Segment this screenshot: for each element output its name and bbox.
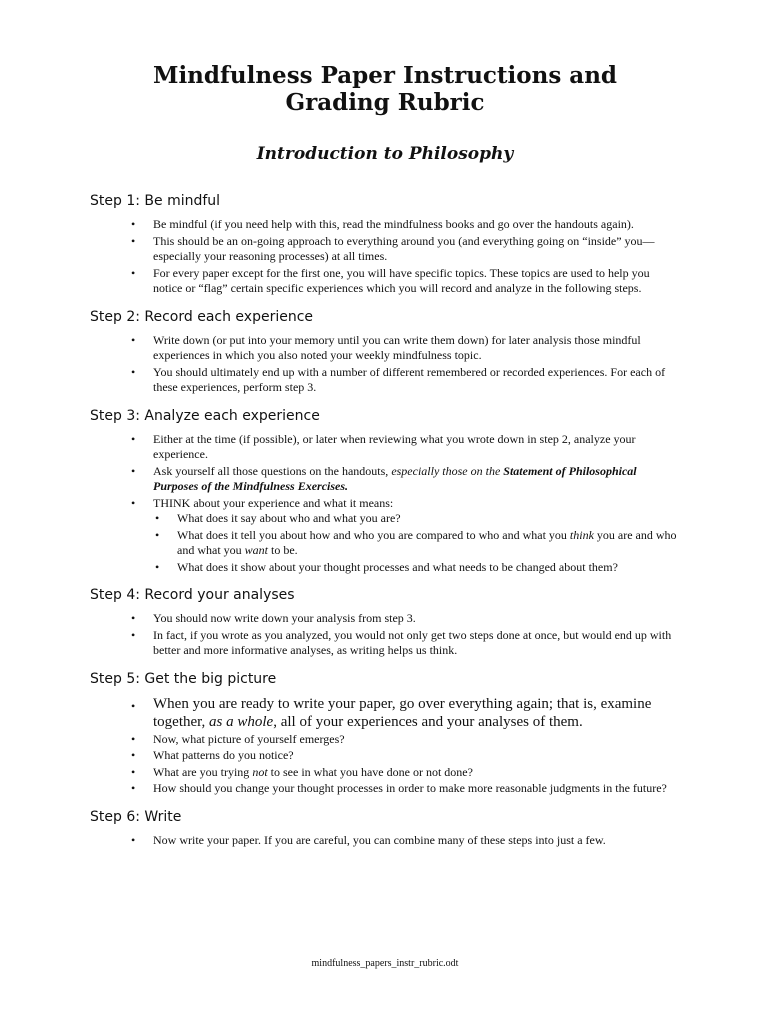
list-item: • You should ultimately end up with a number of different remembered or recorded experiences. For each of these experiences, perform step 3. — [90, 365, 680, 396]
text-run: to see in what you have done or not done? — [267, 764, 473, 779]
sub-list-item: • What does it say about who and what you are? — [153, 511, 680, 527]
list-item: • In fact, if you wrote as you analyzed, you would not only get two steps done at once, but would end up with better and more informative analyses, as writing helps us think. — [90, 628, 680, 659]
step-list — [90, 695, 680, 797]
step-list — [90, 611, 680, 659]
emphasis-text: think — [569, 527, 594, 542]
sub-list — [153, 511, 680, 575]
step-list — [90, 333, 680, 396]
bold-emphasis-text: Statement of Philosophical Purposes of the Mindfulness Exercises. — [153, 463, 637, 493]
step-heading: Step 2: Record each experience — [90, 308, 314, 325]
step-list — [90, 833, 680, 849]
text-run: to be. — [268, 543, 298, 557]
sub-list-item — [153, 528, 680, 559]
list-item: • How should you change your thought processes in order to make more reasonable judgments in the future? — [90, 781, 680, 797]
text-run: What does it tell you about how and who you are compared to who and what you — [177, 527, 570, 542]
list-item: • Now, what picture of yourself emerges? — [90, 732, 680, 748]
list-item — [90, 464, 680, 495]
document-title: Mindfulness Paper Instructions and Grading Rubric — [152, 62, 618, 116]
text-run: , all of your experiences and your analyses of them. — [273, 713, 583, 730]
step-heading: Step 4: Record your analyses — [90, 587, 295, 603]
emphasis-text: especially those on the — [391, 463, 504, 478]
emphasis-text: want — [244, 543, 268, 557]
step-heading: Step 5: Get the big picture — [90, 670, 277, 687]
list-item — [90, 496, 680, 576]
list-item: • For every paper except for the first one, you will have specific topics. These topics are used to help you notice or “flag” certain specific experiences which you will record and analyze in the following steps. — [90, 266, 680, 297]
sub-list-item: • What does it show about your thought processes and what needs to be changed about them? — [153, 560, 680, 576]
list-item: • This should be an on-going approach to everything around you (and everything going on “inside” you—especially your reasoning processes) at all times. — [90, 234, 680, 265]
list-item: • You should now write down your analysis from step 3. — [90, 611, 680, 627]
emphasis-text: not — [252, 764, 268, 779]
text-run: THINK about your experience and what it means: — [153, 495, 394, 510]
list-item — [90, 765, 680, 781]
step-list — [90, 432, 680, 576]
step-5 — [90, 670, 680, 797]
step-6 — [90, 808, 680, 849]
list-item: • Either at the time (if possible), or later when reviewing what you wrote down in step 2, analyze your experience. — [90, 432, 680, 463]
step-heading: Step 1: Be mindful — [90, 193, 221, 209]
step-heading: Step 3: Analyze each experience — [90, 407, 320, 424]
text-run: you are and who and what you — [177, 527, 677, 557]
list-item: • What patterns do you notice? — [90, 748, 680, 764]
list-item: • Be mindful (if you need help with this, read the mindfulness books and go over the handouts again). — [90, 217, 680, 233]
list-item: • Write down (or put into your memory until you can write them down) for later analysis those mindful experiences in which you also noted your weekly mindfulness topic. — [90, 333, 680, 364]
step-1 — [90, 192, 680, 297]
document-subtitle: Introduction to Philosophy — [256, 144, 514, 164]
list-item — [90, 695, 680, 731]
step-2 — [90, 308, 680, 396]
step-list — [90, 217, 680, 297]
emphasis-text: as a whole — [209, 713, 274, 730]
text-run: Ask yourself all those questions on the handouts, — [153, 463, 392, 478]
document-footer: mindfulness_papers_instr_rubric.odt — [311, 958, 459, 969]
step-4 — [90, 586, 680, 659]
text-run: What are you trying — [153, 764, 253, 779]
list-item: • Now write your paper. If you are careful, you can combine many of these steps into just a few. — [90, 833, 680, 849]
text-run: When you are ready to write your paper, go over everything again; that is, examine together, — [153, 695, 652, 730]
step-heading: Step 6: Write — [90, 808, 182, 825]
step-3 — [90, 407, 680, 576]
